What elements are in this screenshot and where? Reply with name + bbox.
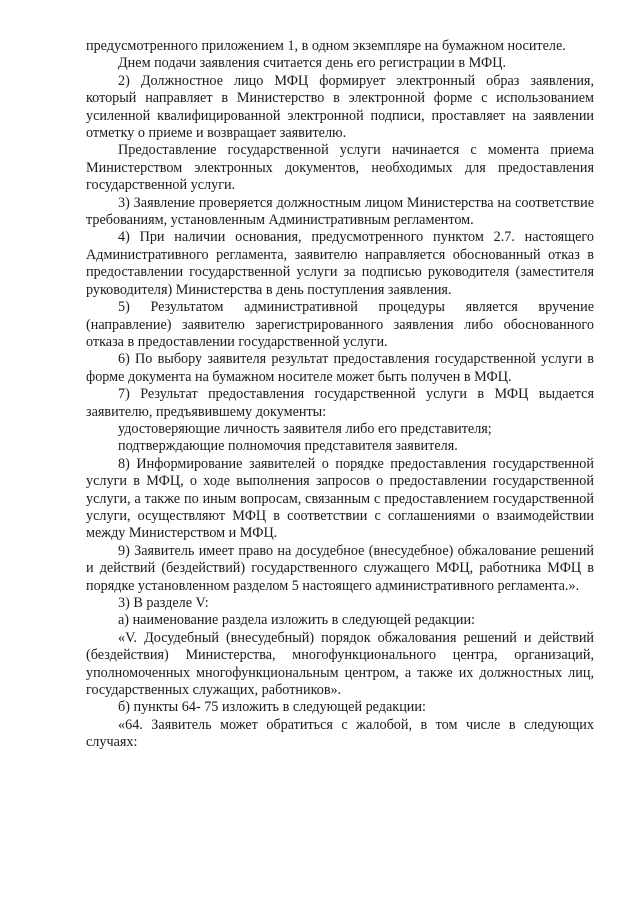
document-paragraph: «64. Заявитель может обратиться с жалобой, в том числе в следующих случаях: bbox=[86, 716, 594, 751]
document-paragraph: подтверждающие полномочия представителя заявителя. bbox=[118, 438, 458, 455]
document-paragraph: 8) Информирование заявителей о порядке предоставления государственной услуги в МФЦ, о ходе выполнения запросов о предоставлении государственной услуги, а также по иным вопросам, связанным с предоставлением государственной услуги, осуществляют МФЦ в соответствии с соглашениями о взаимодействии между Министерством и МФЦ. bbox=[86, 455, 594, 542]
document-paragraph: 2) Должностное лицо МФЦ формирует электронный образ заявления, который направляет в Министерство в электронной форме с использованием усиленной квалифицированной электронной подписи, проставляет на заявлении отметку о приеме и возвращает заявителю. bbox=[86, 72, 594, 142]
document-paragraph: а) наименование раздела изложить в следующей редакции: bbox=[118, 612, 475, 629]
document-body bbox=[86, 38, 594, 752]
document-paragraph: 4) При наличии основания, предусмотренного пунктом 2.7. настоящего Административного регламента, заявителю направляется обоснованный отказ в предоставлении государственной услуги за подписью руководителя (заместителя руководителя) Министерства в день поступления заявления. bbox=[86, 229, 594, 298]
document-paragraph: Днем подачи заявления считается день его регистрации в МФЦ. bbox=[118, 55, 507, 72]
document-paragraph: 7) Результат предоставления государственной услуги в МФЦ выдается заявителю, предъявившему документы: bbox=[86, 386, 594, 420]
document-paragraph: 6) По выбору заявителя результат предоставления государственной услуги в форме документа на бумажном носителе может быть получен в МФЦ. bbox=[86, 351, 594, 385]
document-paragraph: «V. Досудебный (внесудебный) порядок обжалования решений и действий (бездействия) Министерства, многофункционального центра, организаций, уполномоченных многофункциональным центром, а также их должностных лиц, государственных служащих, работников». bbox=[86, 629, 594, 699]
document-paragraph: 3) Заявление проверяется должностным лицом Министерства на соответствие требованиям, установленным Административным регламентом. bbox=[86, 194, 594, 229]
document-paragraph: 9) Заявитель имеет право на досудебное (внесудебное) обжалование решений и действий (бездействий) государственного служащего МФЦ, работника МФЦ в порядке установленном разделом 5 настоящего административного регламента.». bbox=[86, 542, 594, 594]
document-paragraph: Предоставление государственной услуги начинается с момента приема Министерством электронных документов, необходимых для предоставления государственной услуги. bbox=[86, 142, 594, 194]
document-paragraph: б) пункты 64- 75 изложить в следующей редакции: bbox=[118, 699, 426, 716]
document-paragraph: 5) Результатом административной процедуры является вручение (направление) заявителю зарегистрированного заявления либо обоснованного отказа в предоставлении государственной услуги. bbox=[86, 299, 594, 350]
document-paragraph: удостоверяющие личность заявителя либо его представителя; bbox=[118, 420, 492, 437]
document-paragraph: предусмотренного приложением 1, в одном экземпляре на бумажном носителе. bbox=[86, 38, 566, 54]
document-paragraph: 3) В разделе V: bbox=[118, 595, 209, 611]
